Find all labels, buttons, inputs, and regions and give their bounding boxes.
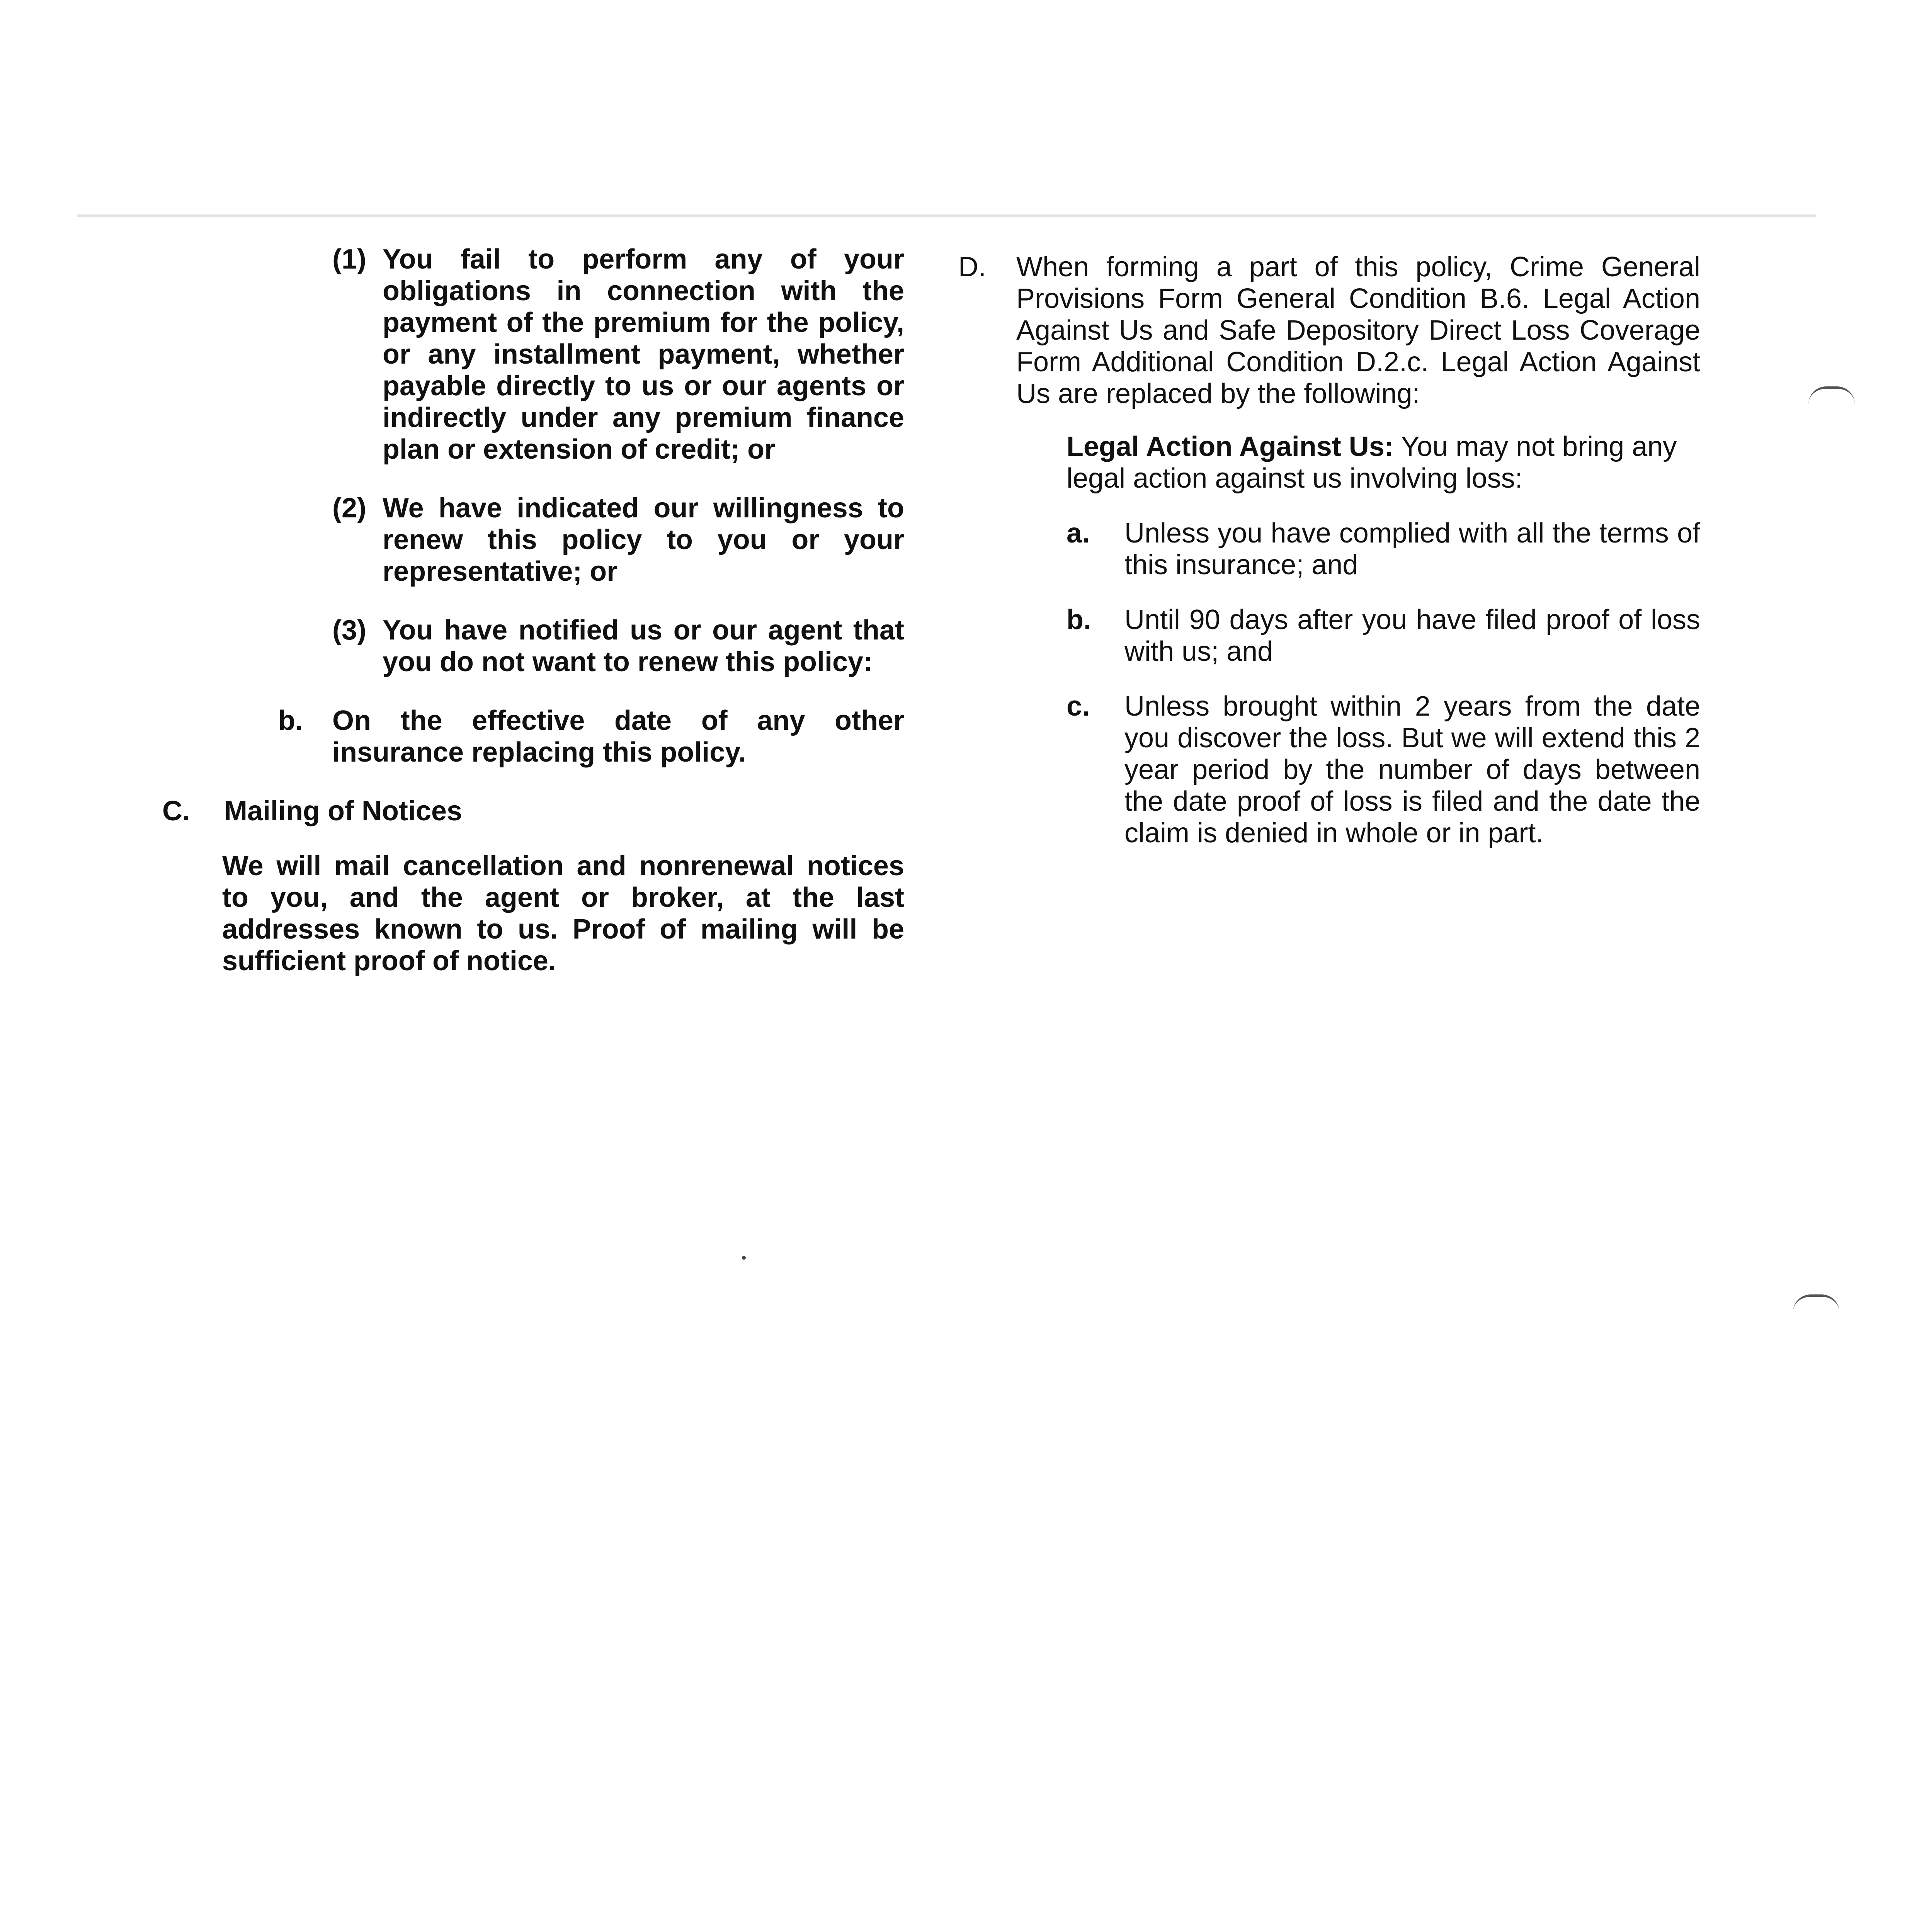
legal-action-paragraph xyxy=(1067,431,1700,494)
item-text: You have notified us or our agent that you do not want to renew this policy: xyxy=(383,615,904,677)
section-heading: Mailing of Notices xyxy=(224,796,463,827)
item-label: b. xyxy=(278,705,303,736)
speck xyxy=(742,1256,746,1260)
item-text: You fail to perform any of your obligations in connection with the payment of the premium for the policy, or any installment payment, whether payable directly to us or our agents or indirectly under any premium finance plan or extension of credit; or xyxy=(383,244,904,465)
item-text: Unless you have complied with all the terms of this insurance; and xyxy=(1124,518,1700,580)
left-column xyxy=(162,243,904,977)
item-label: b. xyxy=(1067,604,1091,635)
punch-mark xyxy=(1793,1294,1839,1312)
item-label: (2) xyxy=(332,493,366,524)
list-item-3 xyxy=(162,614,904,678)
item-label: c. xyxy=(1067,691,1090,722)
item-label: (1) xyxy=(332,244,366,275)
list-item-1 xyxy=(162,243,904,465)
list-item-b xyxy=(162,705,904,768)
sub-item-c xyxy=(1067,690,1700,849)
item-label: (3) xyxy=(332,615,366,646)
section-c xyxy=(162,795,904,827)
sub-item-a xyxy=(1067,517,1700,581)
punch-mark xyxy=(1808,386,1855,404)
legal-action-heading: Legal Action Against Us: xyxy=(1067,431,1394,462)
section-c-text: We will mail cancellation and nonrenewal notices to you, and the agent or broker, at the last addresses known to us. Proof of mailing will be sufficient proof of notice. xyxy=(222,850,904,976)
list-item-2 xyxy=(162,492,904,587)
item-text: Unless brought within 2 years from the date you discover the loss. But we will extend this 2 year period by the number of days between the date proof of loss is filed and the date the claim is denied in whole or in part. xyxy=(1124,691,1700,849)
item-text: We have indicated our willingness to renew this policy to you or your representative; or xyxy=(383,493,904,587)
section-label: D. xyxy=(958,252,986,282)
section-text: When forming a part of this policy, Crime General Provisions Form General Condition B.6. Legal Action Against Us and Safe Depository Direct Loss Coverage Form Additional Condition D.2.c. Legal Action Against Us are replaced by the following: xyxy=(1016,252,1700,409)
item-text: Until 90 days after you have filed proof of loss with us; and xyxy=(1124,604,1700,667)
legal-action-text: You may not bring any legal action against us involving loss: xyxy=(1067,431,1677,494)
item-label: a. xyxy=(1067,518,1090,549)
section-d xyxy=(958,251,1700,410)
item-text: On the effective date of any other insurance replacing this policy. xyxy=(332,705,904,768)
sub-item-b xyxy=(1067,604,1700,667)
scan-streak xyxy=(77,214,1816,217)
right-column xyxy=(958,251,1700,849)
section-label: C. xyxy=(162,796,190,827)
